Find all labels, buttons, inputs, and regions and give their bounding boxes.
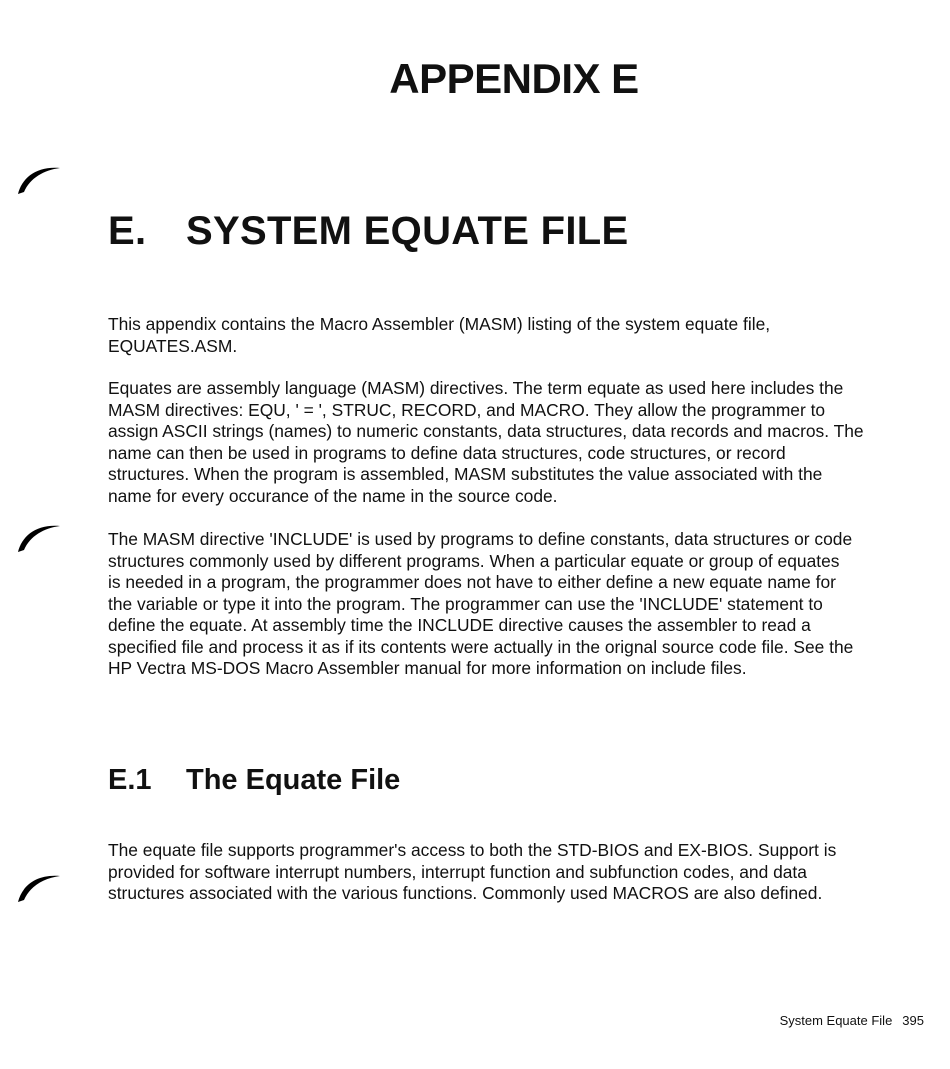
paragraph-line: Equates are assembly language (MASM) directives. The term equate as used here includes the <box>108 378 844 398</box>
paragraph-line: structures associated with the various functions. Commonly used MACROS are also defined. <box>108 883 823 903</box>
page-number: 395 <box>902 1013 924 1028</box>
chapter-title: SYSTEM EQUATE FILE <box>186 209 629 253</box>
paragraph-line: define the equate. At assembly time the INCLUDE directive causes the assembler to read a <box>108 615 811 635</box>
binder-tab-mark-icon <box>14 158 70 198</box>
paragraph-line: is needed in a program, the programmer does not have to either define a new equate name for <box>108 572 836 592</box>
intro-paragraph-3 <box>108 529 908 680</box>
page-footer <box>780 1013 924 1029</box>
paragraph-line: the variable or type it into the program. The programmer can use the 'INCLUDE' statement to <box>108 593 823 614</box>
intro-paragraph-2 <box>108 378 908 507</box>
paragraph-line: name can then be used in programs to define data structures, code structures, or record <box>108 442 786 463</box>
section-heading <box>108 760 400 800</box>
paragraph-line: The equate file supports programmer's access to both the STD-BIOS and EX-BIOS. Support is <box>108 840 837 860</box>
paragraph-line: structures commonly used by different programs. When a particular equate or group of equates <box>108 550 840 571</box>
running-title: System Equate File <box>779 1013 893 1028</box>
paragraph-line: assign ASCII strings (names) to numeric constants, data structures, data records and macros. The <box>108 421 864 441</box>
section-number: E.1 <box>108 764 152 796</box>
chapter-number: E. <box>108 209 147 253</box>
section-title: The Equate File <box>186 764 401 796</box>
paragraph-line: name for every occurance of the name in the source code. <box>108 485 558 506</box>
paragraph-line: provided for software interrupt numbers, interrupt function and subfunction codes, and data <box>108 861 807 882</box>
paragraph-line: structures. When the program is assembled, MASM substitutes the value associated with the <box>108 464 823 484</box>
binder-tab-mark-icon <box>14 866 70 906</box>
paragraph-line: This appendix contains the Macro Assembler (MASM) listing of the system equate file, <box>108 314 771 334</box>
appendix-title: APPENDIX E <box>389 55 639 102</box>
paragraph-line: The MASM directive 'INCLUDE' is used by programs to define constants, data structures or code <box>108 529 853 549</box>
paragraph-line: EQUATES.ASM. <box>108 335 238 356</box>
paragraph-line: MASM directives: EQU, ' = ', STRUC, RECORD, and MACRO. They allow the programmer to <box>108 399 826 420</box>
chapter-heading <box>108 205 628 257</box>
binder-tab-mark-icon <box>14 516 70 556</box>
intro-paragraph-1 <box>108 314 908 357</box>
paragraph-line: HP Vectra MS-DOS Macro Assembler manual for more information on include files. <box>108 658 747 678</box>
section-paragraph <box>108 840 908 905</box>
paragraph-line: specified file and process it as if its contents were actually in the orignal source code file. See the <box>108 636 854 657</box>
